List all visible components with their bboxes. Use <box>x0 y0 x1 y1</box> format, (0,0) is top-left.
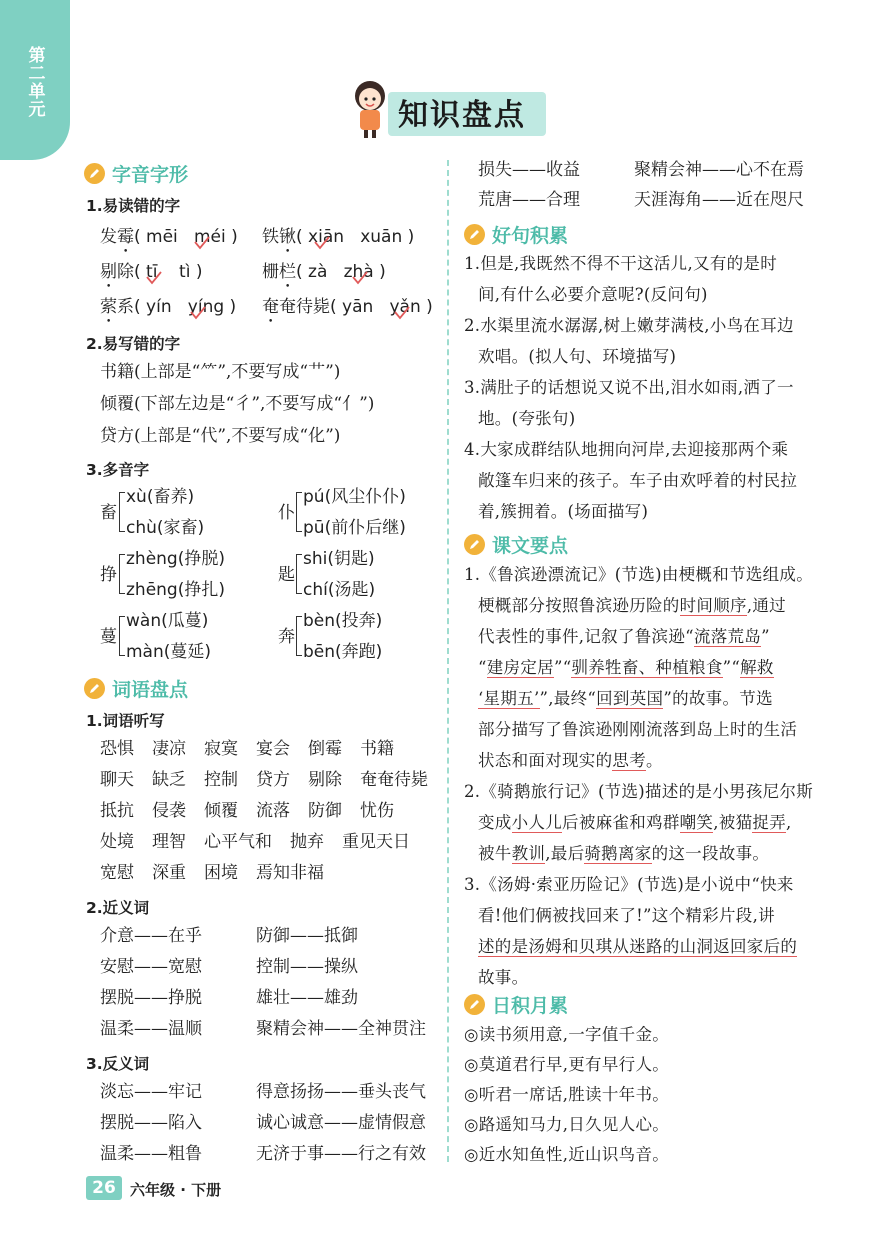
pencil-icon <box>464 534 485 555</box>
word: 剔除 <box>308 770 342 790</box>
section-heading-daily <box>464 991 568 1018</box>
synonym-pair: 天涯海角——近在咫尺 <box>634 190 804 210</box>
word: 困境 <box>204 863 238 883</box>
check-mark-icon <box>394 306 410 320</box>
word: 恐惧 <box>100 739 134 759</box>
check-mark-icon <box>146 271 162 285</box>
check-mark-icon <box>352 271 368 285</box>
word: 忧伤 <box>360 801 394 821</box>
polyphone-reading: shi(钥匙) <box>303 549 375 569</box>
sentence-line: 着,簇拥着。(场面描写) <box>478 502 649 521</box>
polyphone-reading: pū(前仆后继) <box>303 518 406 538</box>
word: 侵袭 <box>152 801 186 821</box>
proverb: ◎路遥知马力,日久见人心。 <box>464 1115 670 1134</box>
misread-item: 萦系( yín yíng ) <box>100 297 237 317</box>
section-heading-vocabulary <box>84 675 188 702</box>
word: 抵抗 <box>100 801 134 821</box>
synonym-pair: 损失——收益 <box>478 160 580 180</box>
title-banner <box>348 72 578 142</box>
word: 宴会 <box>256 739 290 759</box>
point-line: 3.《汤姆·索亚历险记》(节选)是小说中“快来 <box>464 875 794 894</box>
word: 凄凉 <box>152 739 186 759</box>
section-label: 好句积累 <box>492 225 569 247</box>
polyphone-char: 畜 <box>100 503 117 523</box>
miswrite-item: 倾覆(下部左边是“彳”,不要写成“亻”) <box>100 394 375 414</box>
synonym-pair: 荒唐——合理 <box>478 190 580 210</box>
point-line: 部分描写了鲁滨逊刚刚流落到岛上时的生活 <box>478 720 798 739</box>
word: 处境 <box>100 832 134 852</box>
sentence-line: 地。(夸张句) <box>478 409 576 428</box>
point-line: 代表性的事件,记叙了鲁滨逊“流落荒岛” <box>478 627 770 646</box>
brace <box>296 554 302 594</box>
pencil-icon <box>84 163 105 184</box>
check-mark-icon <box>314 236 330 250</box>
column-divider <box>447 160 449 1162</box>
misread-item: 剔除( tī tì ) <box>100 262 203 282</box>
pencil-icon <box>84 678 105 699</box>
point-line: 被牛教训,最后骑鹅离家的这一段故事。 <box>478 844 770 863</box>
subheading-misread: 1.易读错的字 <box>86 197 181 215</box>
antonym-pair: 摆脱——陷入 <box>100 1113 202 1133</box>
girl-illustration-icon <box>348 76 392 140</box>
section-label: 课文要点 <box>492 535 569 557</box>
sentence-line: 4.大家成群结队地拥向河岸,去迎接那两个乘 <box>464 440 789 459</box>
proverb: ◎听君一席话,胜读十年书。 <box>464 1085 670 1104</box>
sentence-line: 欢唱。(拟人句、环境描写) <box>478 347 677 366</box>
point-line: 述的是汤姆和贝琪从迷路的山洞返回家后的 <box>478 937 798 956</box>
page-title: 知识盘点 <box>398 98 526 133</box>
word: 宽慰 <box>100 863 134 883</box>
synonym-pair: 聚精会神——全神贯注 <box>256 1019 426 1039</box>
subheading-dictation: 1.词语听写 <box>86 712 165 730</box>
miswrite-item: 贷方(上部是“代”,不要写成“化”) <box>100 426 341 446</box>
brace <box>296 492 302 532</box>
word: 倒霉 <box>308 739 342 759</box>
antonym-pair: 诚心诚意——虚情假意 <box>256 1113 426 1133</box>
subheading-polyphones: 3.多音字 <box>86 461 150 479</box>
page-number: 26 <box>86 1176 122 1200</box>
subheading-synonyms: 2.近义词 <box>86 899 150 917</box>
word: 心平气和 <box>204 832 272 852</box>
antonym-pair: 得意扬扬——垂头丧气 <box>256 1082 426 1102</box>
word: 抛弃 <box>290 832 324 852</box>
word: 书籍 <box>360 739 394 759</box>
point-line: 2.《骑鹅旅行记》(节选)描述的是小男孩尼尔斯 <box>464 782 814 801</box>
brace <box>119 554 125 594</box>
word: 倾覆 <box>204 801 238 821</box>
misread-item: 栅栏( zà zhà ) <box>262 262 386 282</box>
word: 寂寞 <box>204 739 238 759</box>
subheading-antonyms: 3.反义词 <box>86 1055 150 1073</box>
synonym-pair: 温柔——温顺 <box>100 1019 202 1039</box>
polyphone-reading: xù(畜养) <box>126 487 195 507</box>
proverb: ◎读书须用意,一字值千金。 <box>464 1025 670 1044</box>
word: 贷方 <box>256 770 290 790</box>
check-mark-icon <box>190 306 206 320</box>
polyphone-reading: zhēng(挣扎) <box>126 580 225 600</box>
polyphone-reading: zhèng(挣脱) <box>126 549 225 569</box>
polyphone-reading: bèn(投奔) <box>303 611 383 631</box>
section-heading-sentences <box>464 221 568 248</box>
pencil-icon <box>464 224 485 245</box>
antonym-pair: 温柔——粗鲁 <box>100 1144 202 1164</box>
brace <box>119 616 125 656</box>
synonym-pair: 聚精会神——心不在焉 <box>634 160 804 180</box>
miswrite-item: 书籍(上部是“⺮”,不要写成“艹”) <box>100 362 341 382</box>
misread-item: 铁锹( xiān xuān ) <box>262 227 415 247</box>
word: 缺乏 <box>152 770 186 790</box>
polyphone-reading: chí(汤匙) <box>303 580 376 600</box>
check-mark-icon <box>194 236 210 250</box>
section-label: 字音字形 <box>112 164 189 186</box>
misread-item: 发霉( mēi méi ) <box>100 227 238 247</box>
synonym-pair: 介意——在乎 <box>100 926 202 946</box>
word: 深重 <box>152 863 186 883</box>
polyphone-char: 仆 <box>278 503 295 523</box>
antonym-pair: 淡忘——牢记 <box>100 1082 202 1102</box>
polyphone-reading: pú(风尘仆仆) <box>303 487 406 507</box>
point-line: 变成小人儿后被麻雀和鸡群嘲笑,被猫捉弄, <box>478 813 792 832</box>
synonym-pair: 雄壮——雄劲 <box>256 988 358 1008</box>
polyphone-char: 奔 <box>278 627 295 647</box>
section-heading-pronunciation <box>84 160 188 187</box>
proverb: ◎莫道君行早,更有早行人。 <box>464 1055 670 1074</box>
section-label: 词语盘点 <box>112 679 189 701</box>
sentence-line: 2.水渠里流水潺潺,树上嫩芽满枝,小鸟在耳边 <box>464 316 794 335</box>
section-label: 日积月累 <box>492 995 569 1017</box>
synonym-pair: 摆脱——挣脱 <box>100 988 202 1008</box>
word: 聊天 <box>100 770 134 790</box>
polyphone-reading: wàn(瓜蔓) <box>126 611 209 631</box>
word: 理智 <box>152 832 186 852</box>
brace <box>119 492 125 532</box>
word: 焉知非福 <box>256 863 324 883</box>
point-line: 看!他们俩被找回来了!”这个精彩片段,讲 <box>478 906 775 925</box>
unit-tab <box>0 0 70 160</box>
synonym-pair: 控制——操纵 <box>256 957 358 977</box>
sentence-line: 1.但是,我既然不得不干这活儿,又有的是时 <box>464 254 778 273</box>
synonym-pair: 安慰——宽慰 <box>100 957 202 977</box>
point-line: ‘星期五’”,最终“回到英国”的故事。节选 <box>478 689 773 708</box>
antonym-pair: 无济于事——行之有效 <box>256 1144 426 1164</box>
polyphone-reading: bēn(奔跑) <box>303 642 383 662</box>
sentence-line: 3.满肚子的话想说又说不出,泪水如雨,洒了一 <box>464 378 794 397</box>
grade-label: 六年级 · 下册 <box>130 1181 222 1199</box>
misread-item: 奄奄待毙( yān yǎn ) <box>262 297 433 317</box>
unit-tab-label: 第二单元 <box>24 46 45 118</box>
synonym-pair: 防御——抵御 <box>256 926 358 946</box>
word: 重见天日 <box>342 832 410 852</box>
section-heading-key-points <box>464 531 568 558</box>
polyphone-char: 蔓 <box>100 627 117 647</box>
brace <box>296 616 302 656</box>
polyphone-char: 挣 <box>100 565 117 585</box>
word: 流落 <box>256 801 290 821</box>
sentence-line: 敞篷车归来的孩子。车子由欢呼着的村民拉 <box>478 471 798 490</box>
word: 控制 <box>204 770 238 790</box>
subheading-miswrite: 2.易写错的字 <box>86 335 181 353</box>
proverb: ◎近水知鱼性,近山识鸟音。 <box>464 1145 670 1164</box>
polyphone-reading: chù(家畜) <box>126 518 205 538</box>
polyphone-char: 匙 <box>278 565 295 585</box>
point-line: 梗概部分按照鲁滨逊历险的时间顺序,通过 <box>478 596 786 615</box>
point-line: 故事。 <box>478 968 529 987</box>
point-line: “建房定居”“驯养牲畜、种植粮食”“解救 <box>478 658 774 677</box>
pencil-icon <box>464 994 485 1015</box>
word: 防御 <box>308 801 342 821</box>
point-line: 状态和面对现实的思考。 <box>478 751 663 770</box>
sentence-line: 间,有什么必要介意呢?(反问句) <box>478 285 708 304</box>
word: 奄奄待毙 <box>360 770 428 790</box>
point-line: 1.《鲁滨逊漂流记》(节选)由梗概和节选组成。 <box>464 565 814 584</box>
polyphone-reading: màn(蔓延) <box>126 642 212 662</box>
